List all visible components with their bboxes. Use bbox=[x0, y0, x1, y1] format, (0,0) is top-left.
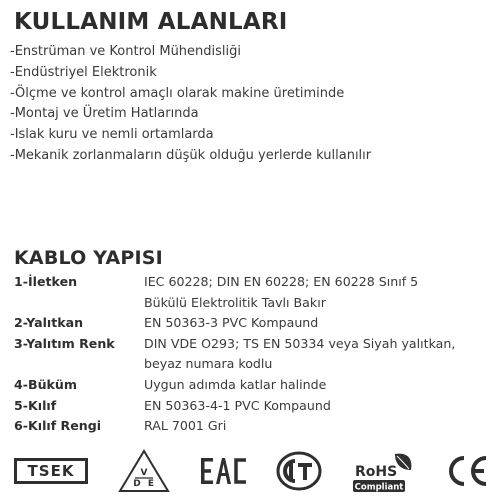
rohs-logo bbox=[351, 448, 415, 494]
spec-value bbox=[144, 396, 494, 417]
rohs-text: RoHS bbox=[355, 464, 398, 480]
usage-item: -Enstrüman ve Kontrol Mühendisliği bbox=[10, 44, 242, 59]
spec-value-line: DIN VDE O293; TS EN 50334 veya Siyah yalıtkan, bbox=[144, 335, 456, 351]
spec-value bbox=[144, 334, 494, 375]
spec-value-line: beyaz numara kodlu bbox=[144, 356, 273, 372]
spec-label: 4-Büküm bbox=[14, 376, 78, 392]
spec-value bbox=[144, 313, 494, 334]
spec-value-line: Uygun adımda katlar halinde bbox=[144, 376, 327, 392]
spec-label: 6-Kılıf Rengi bbox=[14, 418, 102, 434]
spec-label: 1-İletken bbox=[14, 274, 78, 289]
spec-row bbox=[14, 396, 494, 417]
svg-text:V: V bbox=[140, 468, 148, 478]
spec-row bbox=[14, 272, 494, 313]
spec-value-line: EN 50363-4-1 PVC Kompaund bbox=[144, 397, 331, 413]
spec-value-line: EN 50363-3 PVC Kompaund bbox=[144, 315, 319, 331]
svg-text:D: D bbox=[133, 479, 141, 489]
spec-value-line: Bükülü Elektrolitik Tavlı Bakır bbox=[144, 294, 326, 310]
certification-logos bbox=[14, 448, 490, 494]
spec-row bbox=[14, 334, 494, 375]
spec-row bbox=[14, 313, 494, 334]
rohs-compliant-text: Compliant bbox=[354, 482, 404, 493]
cable-spec-table bbox=[14, 272, 494, 437]
spec-value bbox=[144, 272, 494, 313]
usage-item: -Islak kuru ve nemli ortamlarda bbox=[10, 127, 214, 143]
usage-list bbox=[10, 42, 371, 167]
usage-title: KULLANIM ALANLARI bbox=[14, 9, 288, 35]
eac-logo bbox=[200, 456, 248, 486]
cable-structure-title: KABLO YAPISI bbox=[14, 247, 163, 269]
spec-label: 3-Yalıtım Renk bbox=[14, 335, 115, 351]
spec-value bbox=[144, 416, 494, 437]
spec-label: 5-Kılıf bbox=[14, 397, 57, 413]
usage-item: -Mekanik zorlanmaların düşük olduğu yerlerde kullanılır bbox=[10, 147, 372, 163]
spec-label: 2-Yalıtkan bbox=[14, 315, 84, 331]
usage-item: -Ölçme ve kontrol amaçlı olarak makine üretiminde bbox=[10, 85, 345, 101]
usage-item: -Endüstriyel Elektronik bbox=[10, 64, 157, 80]
spec-value bbox=[144, 375, 494, 396]
spec-value-line: IEC 60228; DIN EN 60228; EN 60228 Sınıf 5 bbox=[144, 274, 419, 289]
usage-item: -Montaj ve Üretim Hatlarında bbox=[10, 106, 199, 122]
spec-row bbox=[14, 375, 494, 396]
svg-text:E: E bbox=[147, 479, 154, 489]
tsek-logo: TSEK bbox=[14, 458, 88, 484]
ce-logo bbox=[444, 454, 490, 488]
spec-value-line: RAL 7001 Gri bbox=[144, 418, 227, 434]
gost-logo bbox=[276, 451, 322, 491]
spec-row bbox=[14, 416, 494, 437]
vde-logo bbox=[117, 448, 171, 494]
